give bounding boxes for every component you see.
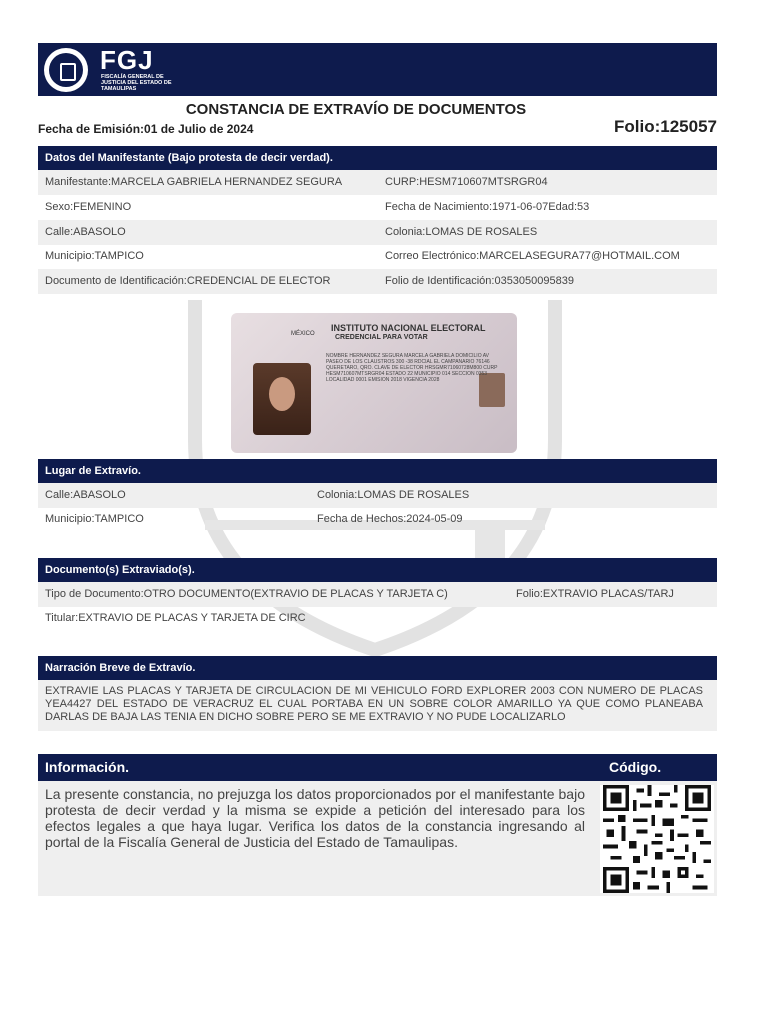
row-left: Tipo de Documento:OTRO DOCUMENTO(EXTRAVIO DE PLACAS Y TARJETA C) xyxy=(45,588,448,600)
table-row xyxy=(38,220,717,245)
informacion-title: Información. xyxy=(45,759,130,775)
section-lugar-header: Lugar de Extravío. xyxy=(38,459,717,483)
row-right: Fecha de Hechos:2024-05-09 xyxy=(317,513,463,525)
id-card-type: CREDENCIAL PARA VOTAR xyxy=(335,334,428,341)
section-narracion-header: Narración Breve de Extravío. xyxy=(38,656,717,680)
table-row xyxy=(38,507,717,532)
logo-text: FGJ xyxy=(100,45,154,75)
narration-text: EXTRAVIE LAS PLACAS Y TARJETA DE CIRCULACION DE MI VEHICULO FORD EXPLORER 2003 CON NUMERO DE PLACAS YEA4427 DEL ESTADO DE VERACRUZ EL CUAL PORTABA EN UN SOBRE COLOR AMARILLO YA QUE COMO PLANEABA DARLAS DE BAJA LAS TENIA EN DICHO SOBRE PERO SE ME EXTRAVIO Y NO PUDE LOCALIZARLO xyxy=(38,680,717,731)
row-left: Documento de Identificación:CREDENCIAL DE ELECTOR xyxy=(45,275,331,287)
logo-subtitle: FISCALÍA GENERAL DE JUSTICIA DEL ESTADO DE TAMAULIPAS xyxy=(101,74,172,92)
id-card-photo xyxy=(253,363,311,435)
table-row xyxy=(38,606,717,631)
emission-date: Fecha de Emisión:01 de Julio de 2024 xyxy=(38,122,254,136)
row-right: Correo Electrónico:MARCELASEGURA77@HOTMAIL.COM xyxy=(385,250,680,262)
row-left: Calle:ABASOLO xyxy=(45,226,126,238)
qr-code-icon[interactable] xyxy=(600,785,714,893)
row-left: Titular:EXTRAVIO DE PLACAS Y TARJETA DE CIRC xyxy=(45,612,306,624)
row-right: Colonia:LOMAS DE ROSALES xyxy=(317,489,470,501)
row-right: Fecha de Nacimiento:1971-06-07Edad:53 xyxy=(385,201,590,213)
table-row xyxy=(38,244,717,269)
row-left: Municipio:TAMPICO xyxy=(45,513,144,525)
row-right: CURP:HESM710607MTSRGR04 xyxy=(385,176,548,188)
id-card-country: MÉXICO xyxy=(291,331,315,337)
section-informacion-header xyxy=(38,754,717,781)
row-right: Folio:EXTRAVIO PLACAS/TARJ xyxy=(516,588,674,600)
id-card-institute: INSTITUTO NACIONAL ELECTORAL xyxy=(331,323,486,333)
section-manifestante-header: Datos del Manifestante (Bajo protesta de decir verdad). xyxy=(38,146,717,170)
id-card-image xyxy=(231,313,517,453)
header-bar xyxy=(38,43,717,96)
row-right: Colonia:LOMAS DE ROSALES xyxy=(385,226,538,238)
table-row xyxy=(38,483,717,508)
row-left: Manifestante:MARCELA GABRIELA HERNANDEZ SEGURA xyxy=(45,176,343,188)
table-row xyxy=(38,195,717,220)
section-documentos-header: Documento(s) Extraviado(s). xyxy=(38,558,717,582)
row-left: Calle:ABASOLO xyxy=(45,489,126,501)
table-row xyxy=(38,582,717,607)
row-left: Sexo:FEMENINO xyxy=(45,201,132,213)
id-card-details: NOMBRE HERNANDEZ SEGURA MARCELA GABRIELA DOMICILIO AV PASEO DE LOS CLAUSTROS 300 -38 RDCIAL EL CAMPANARIO 76146 QUERETARO, QRO. CLAVE DE ELECTOR HRSGMR71060728M800 CURP HESM710607MTSRGR04 ESTADO 22 MUNICIPIO 014 SECCION 0353 LOCALIDAD 0001 EMISION 2018 VIGENCIA 2028 xyxy=(326,353,498,383)
informacion-body xyxy=(38,781,717,896)
document-title: CONSTANCIA DE EXTRAVÍO DE DOCUMENTOS xyxy=(185,101,527,118)
informacion-text: La presente constancia, no prejuzga los datos proporcionados por el manifestante bajo protesta de decir verdad y la misma se expide a petición del interesado para los efectos legales a que haya lugar. Verifica los datos de la constancia ingresando al portal de la Fiscalía General de Justicia del Estado de Tamaulipas. xyxy=(45,786,585,850)
seal-icon xyxy=(44,48,88,92)
row-left: Municipio:TAMPICO xyxy=(45,250,144,262)
codigo-label: Código. xyxy=(609,759,662,775)
folio-number: Folio:125057 xyxy=(614,117,717,136)
row-right: Folio de Identificación:0353050095839 xyxy=(385,275,574,287)
table-row xyxy=(38,170,717,195)
